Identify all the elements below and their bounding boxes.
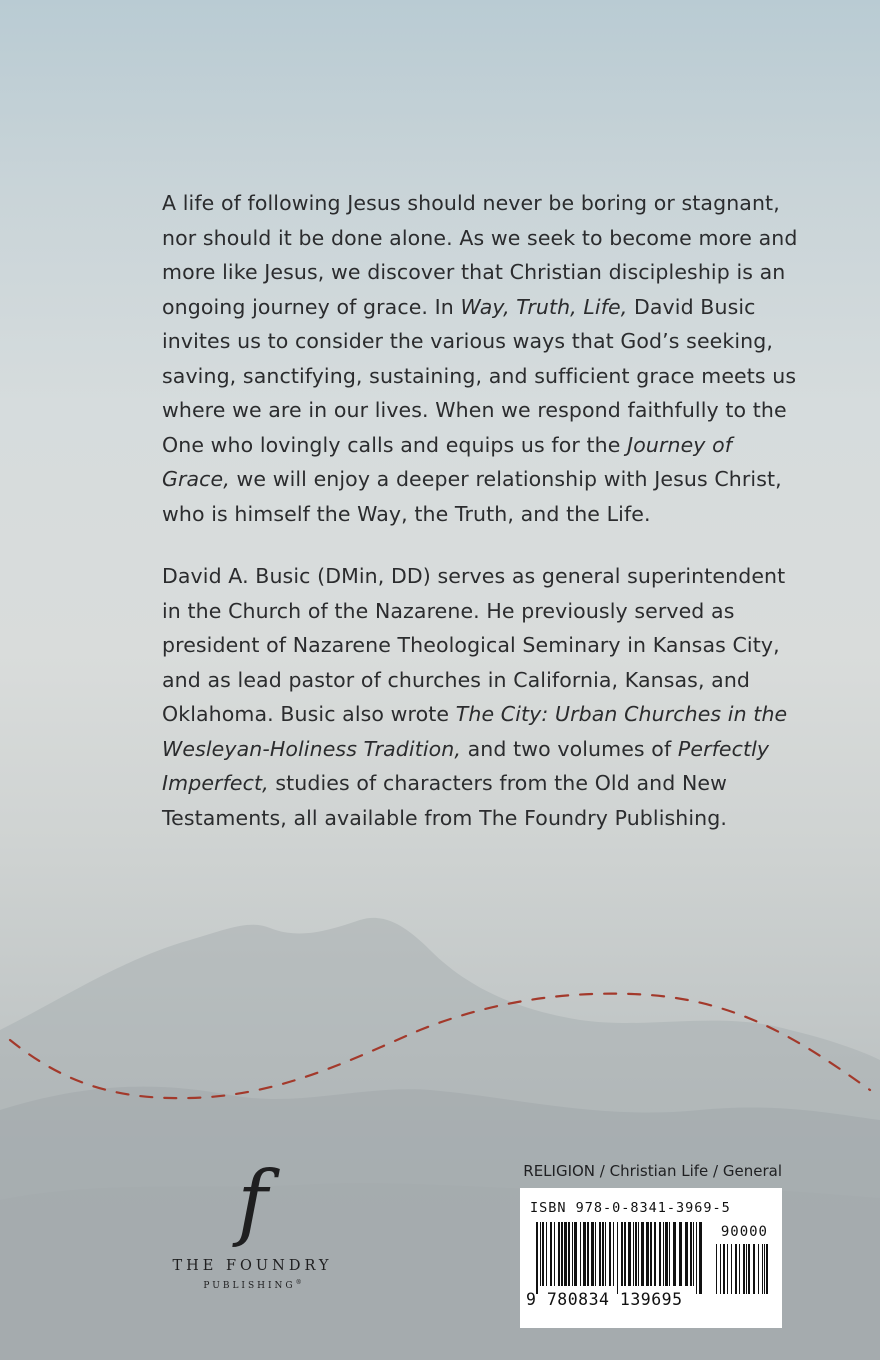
- barcode-bar: [650, 1222, 652, 1286]
- series-title-italic: Journey of Grace,: [162, 432, 733, 491]
- barcode-addon-bar: [766, 1244, 768, 1294]
- barcode-bar: [595, 1222, 596, 1286]
- book-description: A life of following Jesus should never be boring or stagnant, nor should it be done alone. As we seek to become more and more like Jesus, we discover that Christian discipleship is an ongoing journey of grace. In Way, Truth, Life, David Busic invites us to consider the various ways that God’s seeking, saving, sanctifying, sustaining, and sufficient grace meets us where we are in our lives. When we respond faithfully to the One who lovingly calls and equips us for the Journey of Grace, we will enjoy a deeper relationship with Jesus Christ, who is himself the Way, the Truth, and the Life.: [162, 191, 798, 526]
- barcode-digits: 9 780834 139695: [526, 1290, 683, 1309]
- barcode-bar: [546, 1222, 547, 1286]
- barcode-bar: [617, 1222, 618, 1294]
- barcode-addon-bar: [746, 1244, 747, 1294]
- barcode-bar: [613, 1222, 614, 1286]
- barcode-addon-bar: [716, 1244, 717, 1294]
- registered-mark: ®: [295, 1279, 302, 1286]
- barcode-bar: [542, 1222, 544, 1286]
- barcode-addon-bar: [723, 1244, 725, 1294]
- barcode-addon-bar: [748, 1244, 750, 1294]
- barcode-addon-bar: [758, 1244, 759, 1294]
- barcode-bar: [587, 1222, 589, 1286]
- barcode-bar: [646, 1222, 649, 1286]
- dashed-trail-line: [0, 960, 880, 1120]
- barcode-bar: [591, 1222, 594, 1286]
- barcode-bar: [536, 1222, 538, 1294]
- publisher-name: THE FOUNDRY: [172, 1258, 333, 1274]
- barcode-bar: [641, 1222, 644, 1286]
- barcode-bar: [696, 1222, 697, 1294]
- barcode-bar: [605, 1222, 606, 1286]
- barcode-addon-bar: [743, 1244, 745, 1294]
- barcode-bar: [550, 1222, 552, 1286]
- barcode-bar: [609, 1222, 611, 1286]
- barcode-addon-bar: [735, 1244, 737, 1294]
- barcode-bar: [654, 1222, 656, 1286]
- author-bio: David A. Busic (DMin, DD) serves as general superintendent in the Church of the Nazarene. He previously served as president of Nazarene Theological Seminary in Kansas City, and as lead pastor of churches in California, Kansas, and Oklahoma. Busic also wrote The City: Urban Churches in the Wesleyan-Holiness Tradition, and two volumes of Perfectly Imperfect, studies of characters from the Old and New Testaments, all available from The Foundry Publishing.: [162, 564, 788, 830]
- barcode-bar: [621, 1222, 623, 1286]
- barcode-bar: [673, 1222, 676, 1286]
- barcode-bar: [599, 1222, 601, 1286]
- barcode-bar: [564, 1222, 567, 1286]
- barcode-addon-bar: [753, 1244, 755, 1294]
- barcode-bar: [699, 1222, 702, 1294]
- barcode-bar: [558, 1222, 560, 1286]
- barcode-bar: [554, 1222, 555, 1286]
- barcode-bar: [665, 1222, 668, 1286]
- barcode-bar: [602, 1222, 604, 1286]
- book-title-italic: Way, Truth, Life,: [460, 294, 628, 319]
- barcode-bar: [540, 1222, 541, 1286]
- barcode-addon-bar: [764, 1244, 765, 1294]
- barcode-bar: [572, 1222, 573, 1286]
- barcode-bar: [633, 1222, 634, 1286]
- barcode-addon-bar: [727, 1244, 728, 1294]
- barcode-bar: [628, 1222, 631, 1286]
- barcode-bar: [685, 1222, 688, 1286]
- barcode-bar: [574, 1222, 577, 1286]
- barcode-bar: [561, 1222, 563, 1286]
- barcode-bar: [583, 1222, 586, 1286]
- barcode-bar: [635, 1222, 637, 1286]
- barcode-bar: [663, 1222, 664, 1286]
- other-book-title: Perfectly Imperfect,: [162, 736, 770, 795]
- foundry-f-mark: f: [237, 1155, 268, 1250]
- barcode-bar: [693, 1222, 694, 1286]
- barcode-bar: [580, 1222, 581, 1286]
- publisher-logo: [160, 1155, 345, 1291]
- barcode-bar: [659, 1222, 661, 1286]
- barcode-addon-bar: [739, 1244, 740, 1294]
- price-addon: 90000: [720, 1224, 768, 1240]
- isbn-label: ISBN 978-0-8341-3969-5: [530, 1200, 731, 1216]
- barcode-bar: [568, 1222, 570, 1286]
- barcode-addon-bar: [762, 1244, 763, 1294]
- isbn-barcode: [520, 1188, 782, 1328]
- other-book-title: The City: Urban Churches in the Wesleyan-Holiness Tradition,: [162, 702, 788, 761]
- bisac-category: RELIGION / Christian Life / General: [523, 1162, 782, 1180]
- cover-copy: [162, 186, 802, 835]
- barcode-bar: [638, 1222, 639, 1286]
- barcode-bar: [690, 1222, 692, 1286]
- publisher-subname: PUBLISHING®: [203, 1279, 302, 1291]
- barcode-bar: [679, 1222, 682, 1286]
- barcode-bar: [624, 1222, 626, 1286]
- barcode-addon-bar: [720, 1244, 721, 1294]
- barcode-addon-bar: [731, 1244, 732, 1294]
- barcode-bar: [669, 1222, 670, 1286]
